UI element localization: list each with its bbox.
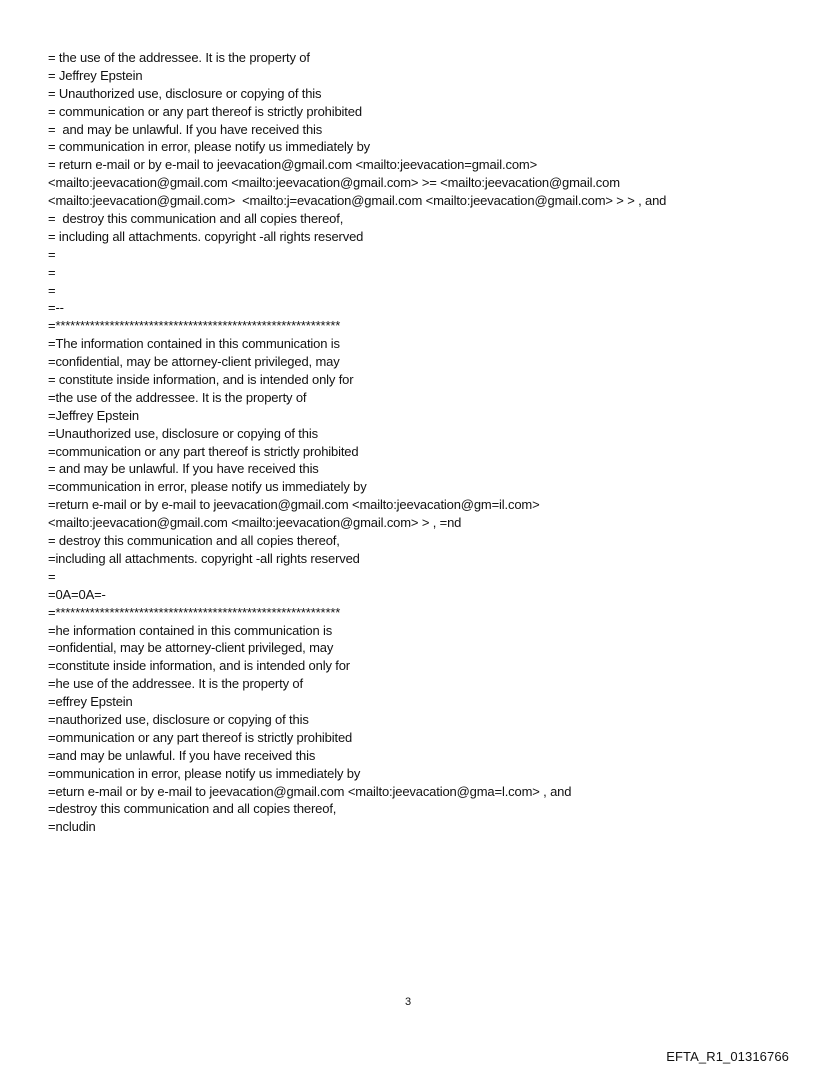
text-line: = Jeffrey Epstein bbox=[48, 67, 143, 83]
page-number: 3 bbox=[404, 996, 412, 1008]
text-line: =nauthorized use, disclosure or copying of this bbox=[48, 711, 309, 727]
text-line: =constitute inside information, and is intended only for bbox=[48, 658, 350, 674]
text-line: =eturn e-mail or by e-mail to jeevacation@gmail.com <mailto:jeevacation@gma=l.com> , and bbox=[48, 783, 572, 799]
text-line: <mailto:jeevacation@gmail.com> <mailto:j=evacation@gmail.com <mailto:jeevacation@gmail.com> > > , and bbox=[48, 193, 667, 209]
text-line: =-- bbox=[48, 300, 64, 316]
text-line: = bbox=[48, 246, 56, 262]
text-line: =confidential, may be attorney-client privileged, may bbox=[48, 354, 340, 370]
text-line: = bbox=[48, 282, 56, 298]
text-line: =effrey Epstein bbox=[48, 694, 133, 710]
text-line: =return e-mail or by e-mail to jeevacation@gmail.com <mailto:jeevacation@gm=il.com> bbox=[48, 497, 540, 513]
text-line: = destroy this communication and all copies thereof, bbox=[48, 533, 340, 549]
text-line: =destroy this communication and all copies thereof, bbox=[48, 801, 337, 817]
text-line: =********************************************************** bbox=[48, 318, 341, 334]
text-line: =********************************************************** bbox=[48, 604, 341, 620]
text-line: = bbox=[48, 568, 56, 584]
text-line: = return e-mail or by e-mail to jeevacation@gmail.com <mailto:jeevacation=gmail.com> bbox=[48, 157, 538, 173]
text-line: = and may be unlawful. If you have received this bbox=[48, 121, 323, 137]
text-line: <mailto:jeevacation@gmail.com <mailto:jeevacation@gmail.com> >= <mailto:jeevacation@gmail.com bbox=[48, 175, 620, 191]
text-line: = the use of the addressee. It is the property of bbox=[48, 50, 310, 65]
text-line: =including all attachments. copyright -all rights reserved bbox=[48, 550, 360, 566]
text-line: =ommunication or any part thereof is strictly prohibited bbox=[48, 729, 353, 745]
text-line: = communication in error, please notify us immediately by bbox=[48, 139, 371, 155]
text-line: =The information contained in this communication is bbox=[48, 336, 340, 352]
text-line: =Jeffrey Epstein bbox=[48, 407, 139, 423]
text-line: = bbox=[48, 264, 56, 280]
text-line: <mailto:jeevacation@gmail.com <mailto:jeevacation@gmail.com> > , =nd bbox=[48, 515, 462, 531]
text-line: =Unauthorized use, disclosure or copying of this bbox=[48, 425, 318, 441]
text-line: = Unauthorized use, disclosure or copying of this bbox=[48, 85, 322, 101]
text-line: =ncludin bbox=[48, 819, 96, 835]
text-line: = communication or any part thereof is strictly prohibited bbox=[48, 103, 362, 119]
text-line: =communication or any part thereof is strictly prohibited bbox=[48, 443, 359, 459]
text-line: =onfidential, may be attorney-client privileged, may bbox=[48, 640, 334, 656]
text-line: =he use of the addressee. It is the property of bbox=[48, 676, 303, 692]
text-line: = including all attachments. copyright -all rights reserved bbox=[48, 228, 364, 244]
text-line: =communication in error, please notify us immediately by bbox=[48, 479, 367, 495]
text-line: =the use of the addressee. It is the property of bbox=[48, 389, 307, 405]
email-body-text bbox=[48, 49, 788, 836]
text-line: =he information contained in this communication is bbox=[48, 622, 333, 638]
text-line: =ommunication in error, please notify us immediately by bbox=[48, 765, 361, 781]
text-line: =and may be unlawful. If you have received this bbox=[48, 747, 316, 763]
text-line: =0A=0A=- bbox=[48, 586, 106, 602]
text-line: = and may be unlawful. If you have received this bbox=[48, 461, 319, 477]
text-line: = destroy this communication and all copies thereof, bbox=[48, 211, 344, 227]
document-id: EFTA_R1_01316766 bbox=[666, 1049, 789, 1064]
text-line: = constitute inside information, and is intended only for bbox=[48, 372, 354, 388]
